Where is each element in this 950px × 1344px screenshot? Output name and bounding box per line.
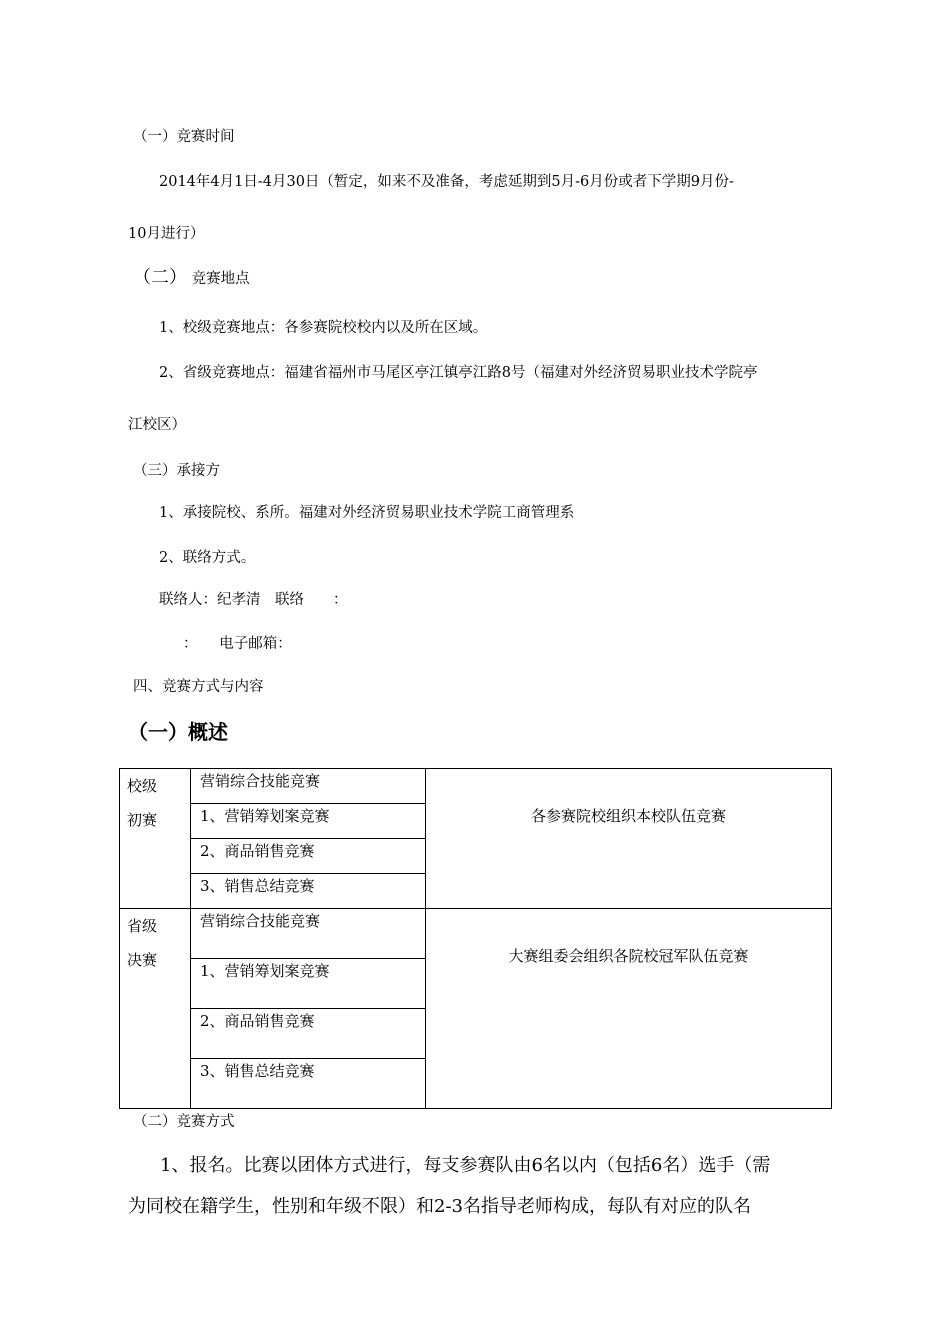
table-row	[120, 769, 832, 804]
level-label-1: 省级	[127, 917, 158, 935]
competition-table	[119, 768, 832, 1109]
time-text-line-1: 2014年4月1日-4月30日（暂定，如来不及准备，考虑延期到5月-6月份或者下学期9月份-	[159, 174, 734, 190]
level-label-2: 决赛	[127, 951, 158, 969]
host-item-1: 1、承接院校、系所。福建对外经济贸易职业技术学院工商管理系	[159, 505, 575, 521]
item-cell: 2、商品销售竞赛	[191, 839, 426, 874]
item-cell: 3、销售总结竞赛	[191, 1059, 426, 1109]
table-row	[120, 909, 832, 959]
place-heading	[133, 268, 250, 289]
place-heading-number: （二）	[133, 267, 187, 288]
level-label-2: 初赛	[127, 811, 158, 829]
time-heading: （一）竞赛时间	[133, 129, 235, 145]
item-cell: 营销综合技能竞赛	[191, 909, 426, 959]
item-cell: 营销综合技能竞赛	[191, 769, 426, 804]
host-heading: （三）承接方	[133, 463, 220, 479]
item-cell: 2、商品销售竞赛	[191, 1009, 426, 1059]
time-text-line-2: 10月进行）	[128, 226, 205, 242]
contact-email: ： 电子邮箱：	[183, 636, 292, 652]
place-item-1: 1、校级竞赛地点：各参赛院校校内以及所在区域。	[159, 320, 488, 336]
desc-cell-province	[426, 909, 832, 1109]
item-cell: 1、营销筹划案竞赛	[191, 804, 426, 839]
place-item-2-line-2: 江校区）	[128, 417, 186, 433]
desc-text: 各参赛院校组织本校队伍竞赛	[530, 807, 726, 825]
desc-cell-school	[426, 769, 832, 909]
section-4-heading: 四、竞赛方式与内容	[133, 679, 264, 695]
level-cell-province	[120, 909, 191, 1109]
item-cell: 3、销售总结竞赛	[191, 874, 426, 909]
method-para-line-2: 为同校在籍学生，性别和年级不限）和2-3名指导老师构成，每队有对应的队名	[128, 1196, 751, 1217]
overview-heading: （一）概述	[128, 720, 228, 744]
method-para-line-1: 1、报名。比赛以团体方式进行，每支参赛队由6名以内（包括6名）选手（需	[160, 1155, 771, 1176]
desc-text: 大赛组委会组织各院校冠军队伍竞赛	[508, 947, 749, 965]
level-cell-school	[120, 769, 191, 909]
host-item-2: 2、联络方式。	[159, 550, 256, 566]
method-heading: （二）竞赛方式	[133, 1114, 235, 1130]
item-cell: 1、营销筹划案竞赛	[191, 959, 426, 1009]
level-label-1: 校级	[127, 777, 158, 795]
contact-person: 联络人：纪孝清 联络 ：	[159, 592, 348, 608]
place-item-2-line-1: 2、省级竞赛地点：福建省福州市马尾区亭江镇亭江路8号（福建对外经济贸易职业技术学院亭	[159, 365, 758, 381]
place-heading-text: 竞赛地点	[191, 271, 250, 287]
